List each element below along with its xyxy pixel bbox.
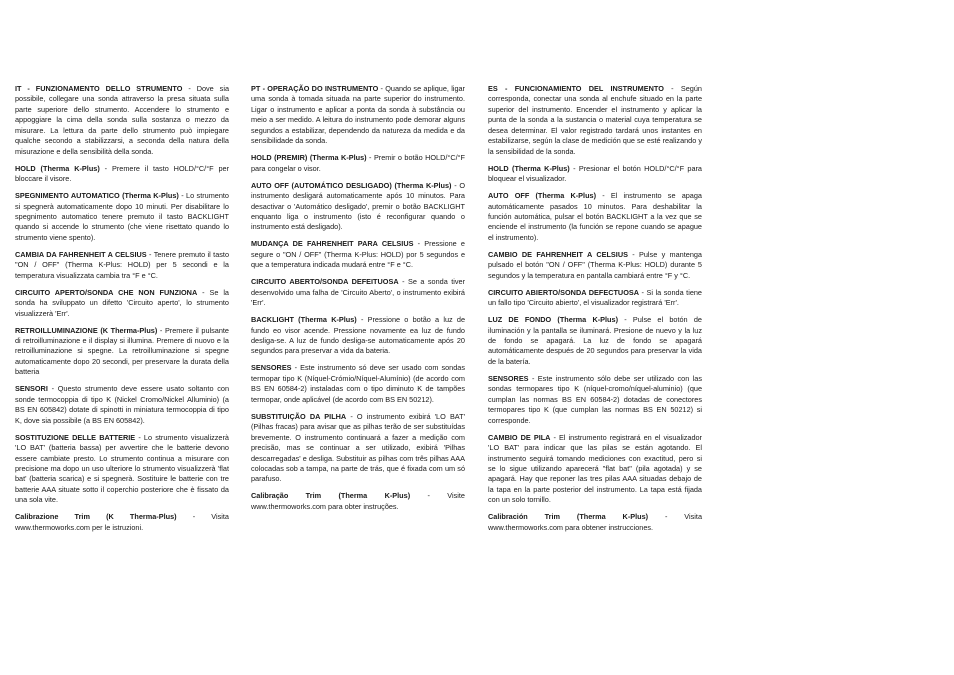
section-open-circuit <box>488 288 702 309</box>
section-text: - Este instrumento só deve ser usado com sondas termopar tipo K (Níquel-Crómio/Níquel-Alumínio) (de acordo com BS EN 60584-2) instaladas com o tipo diminuto K de tampões termopar, onde aplicável (de acordo com BS EN 50212). <box>251 363 465 404</box>
section-text: - Visita www.thermoworks.com para obtener instrucciones. <box>488 512 702 532</box>
section-text: - Premere il pulsante di retroilluminazione e il display si illumina. Premere di nuovo e la retroilluminazione si spegne. La retroilluminazione si spegne automaticamente dopo 20 secondi, per preservare la durata della batteria <box>15 325 229 377</box>
section-text: - Visita www.thermoworks.com per le istruzioni. <box>15 512 229 532</box>
section-title: CIRCUITO ABERTO/SONDA DEFEITUOSA <box>251 277 399 287</box>
section-title: SENSORES <box>251 363 292 373</box>
section-text: - Lo strumento si spegnerà automaticamente dopo 10 minuti. Per disabilitare lo spegnimento automatico tenere premuto il tasto BACKLIGHT quando si accende lo strumento (che viene risettato quando lo strumento viene spento). <box>15 191 229 242</box>
section-sensors <box>488 374 702 426</box>
section-title: ES - FUNCIONAMIENTO DEL INSTRUMENTO <box>488 84 664 93</box>
section-fahrenheit-celsius <box>251 239 465 270</box>
section-fahrenheit-celsius <box>488 250 702 281</box>
section-title: IT - FUNZIONAMENTO DELLO STRUMENTO <box>15 84 183 93</box>
section-text: - Si la sonda tiene un fallo tipo 'Circuito abierto', el visualizador registrará 'Err'. <box>488 287 702 308</box>
section-text: - Visite www.thermoworks.com para obter instruções. <box>251 491 465 511</box>
section-title: HOLD (Therma K-Plus) <box>15 163 100 173</box>
section-text: - Quando se aplique, ligar uma sonda à tomada situada na parte superior do instrumento. Ligar o instrumento e aplicar a ponta da sonda à substância ou meio a ser medido. A leitura do instrumento pode demorar alguns segundos a estabilizar, dependendo da natureza da medida e da sensibilidade da sonda. <box>251 84 465 146</box>
section-title: CAMBIO DE FAHRENHEIT A CELSIUS <box>488 249 628 259</box>
section-title: CAMBIO DE PILA <box>488 432 551 442</box>
section-text: - El instrumento registrará en el visualizador 'LO BAT' para indicar que las pilas se están agotando. El instrumento seguirá tomando mediciones con exactitud, pero si se lo sigue utilizando aparecerá "flat bat" (pila agotada) y se apagará. Hay que reponer las tres pilas AAA situadas debajo de la tapa en la parte posterior del instrumento. La tapa está fijada con un solo tornillo. <box>488 432 702 505</box>
section-operation <box>251 84 465 147</box>
section-title: BACKLIGHT (Therma K-Plus) <box>251 315 357 325</box>
section-sensors <box>15 384 229 426</box>
section-title: Calibração Trim (Therma K-Plus) <box>251 491 411 501</box>
section-hold <box>488 164 702 185</box>
section-title: Calibrazione Trim (K Therma-Plus) <box>15 512 177 522</box>
section-text: - Premir o botão HOLD/°C/°F para congelar o visor. <box>251 153 465 173</box>
section-title: CIRCUITO APERTO/SONDA CHE NON FUNZIONA <box>15 287 198 297</box>
section-backlight <box>251 315 465 357</box>
section-auto-off <box>15 191 229 243</box>
section-text: - El instrumento se apaga automáticamente pasados 10 minutos. Para deshabilitar la función automática, pulsar el botón BACKLIGHT a la vez que se enciende el instrumento (la función se repone cuando se apague el instrumento). <box>488 191 702 242</box>
section-title: HOLD (Therma K-Plus) <box>488 163 570 173</box>
section-text: - Presionar el botón HOLD/°C/°F para bloquear el visualizador. <box>488 163 702 184</box>
section-sensors <box>251 363 465 405</box>
section-text: - Dove sia possibile, collegare una sonda attraverso la presa situata sulla parte superiore dello strumento. Accendere lo strumento e appoggiare la cima della sonda sulla sostanza o mezzo da misurare. La lettura da parte dello strumento può impiegare qualche secondo a stabilizzarsi, a seconda della natura della misurazione e della sensibilità della sonda. <box>15 84 229 156</box>
section-text: - O instrumento exibirá 'LO BAT' (Pilhas fracas) para avisar que as pilhas terão de ser substituídas brevemente. O instrumento continuará a fazer a medição com precisão, mas se continuar a ser utilizado, exibirá 'Pilhas descarregadas' e desliga. Substituir as pilhas com três pilhas AAA colocadas sob a tampa, na parte de trás, que é fixada com um só parafuso. <box>251 411 465 484</box>
section-title: CAMBIA DA FAHRENHEIT A CELSIUS <box>15 249 147 259</box>
column-spanish <box>488 84 702 540</box>
section-backlight <box>488 315 702 367</box>
section-text: - Tenere premuto il tasto "ON / OFF" (Therma K-Plus: HOLD) per 5 secondi e la temperatura visualizzata cambia tra °F e °C. <box>15 249 230 280</box>
section-calibration <box>251 491 465 512</box>
section-calibration <box>488 512 702 533</box>
section-battery <box>251 412 465 485</box>
section-text: - Este instrumento sólo debe ser utilizado con las sondas termopares tipo K (níquel-cromo/níquel-aluminio) (que cumplan las normas BS EN 60584-2) dotadas de conectores termopares tipo K (que cumplan las normas BS EN 50212) si corresponde. <box>488 373 702 425</box>
section-hold <box>251 153 465 174</box>
section-title: SENSORES <box>488 373 529 383</box>
section-title: HOLD (PREMIR) (Therma K-Plus) <box>251 153 367 163</box>
section-title: LUZ DE FONDO (Therma K-Plus) <box>488 315 618 325</box>
section-auto-off <box>488 191 702 243</box>
section-title: AUTO OFF (Therma K-Plus) <box>488 191 597 201</box>
column-italian <box>15 84 229 540</box>
section-text: - Premere il tasto HOLD/°C/°F per bloccare il visore. <box>15 163 229 184</box>
section-title: SPEGNIMENTO AUTOMATICO (Therma K-Plus) <box>15 191 179 201</box>
section-text: - Pressione o botão a luz de fundo eo visor acende. Pressione novamente ea luz de fundo desliga-se. A luz de fundo desliga-se automaticamente após 20 segundos para preservar a vida da bateria. <box>251 315 466 356</box>
section-auto-off <box>251 181 465 233</box>
section-text: - Se a sonda tiver desenvolvido uma falha de 'Circuito Aberto', o instrumento exibirá 'Err'. <box>251 277 466 308</box>
section-text: - O instrumento desligará automaticamente após 10 minutos. Para desactivar o 'Automático desligado', premir o botão BACKLIGHT enquanto liga o instrumento (isto é reconfigurar quando o instrumento está desligado). <box>251 180 465 232</box>
column-portuguese <box>251 84 465 519</box>
section-title: SENSORI <box>15 384 48 394</box>
section-operation <box>15 84 229 157</box>
section-text: - Según corresponda, conectar una sonda al enchufe situado en la parte superior del instrumento. Encender el instrumento y aplicar la punta de la sonda a la sustancia o material cuya temperatura se desea determinar. El valor registrado tardará unos instantes en estabilizarse, según la clase de medición que se esté realizando y la sensibilidad de la sonda. <box>488 84 702 156</box>
section-open-circuit <box>251 277 465 308</box>
section-title: PT - OPERAÇÃO DO INSTRUMENTO <box>251 84 379 93</box>
section-hold <box>15 164 229 185</box>
section-title: SUBSTITUIÇÃO DA PILHA <box>251 411 347 421</box>
section-calibration <box>15 512 229 533</box>
section-open-circuit <box>15 288 229 319</box>
section-text: - Pressione e segure o "ON / OFF" (Therma K-Plus: HOLD) por 5 segundos e que a temperatura indicada mudará entre °F e °C. <box>251 239 465 270</box>
section-title: Calibración Trim (Therma K-Plus) <box>488 512 649 522</box>
section-text: - Pulse el botón de iluminación y la pantalla se iluminará. Presione de nuevo y la luz de fondo se apagará. La luz de fondo se apagará automáticamente después de 20 segundos para preservar la vida de la batería. <box>488 315 702 366</box>
section-title: SOSTITUZIONE DELLE BATTERIE <box>15 432 136 442</box>
section-title: CIRCUITO ABIERTO/SONDA DEFECTUOSA <box>488 287 640 297</box>
section-text: - Pulse y mantenga pulsado el botón "ON / OFF" (Therma K-Plus: HOLD) durante 5 segundos y la temperatura en pantalla cambiará entre °F y °C. <box>488 249 702 280</box>
section-title: RETROILLUMINAZIONE (K Therma-Plus) <box>15 325 158 335</box>
section-title: AUTO OFF (AUTOMÁTICO DESLIGADO) (Therma K-Plus) <box>251 180 452 190</box>
section-title: MUDANÇA DE FAHRENHEIT PARA CELSIUS <box>251 239 414 249</box>
section-text: - Lo strumento visualizzerà 'LO BAT' (batteria bassa) per avvertire che le batterie devono essere cambiate presto. Lo strumento continua a misurare con precisione ma dopo un uso ulteriore lo strumento visualizzerà 'flat bat' (batteria scarica) e si spegnerà. Sostituire le batterie con tre batterie AAA situate sotto il coperchio posteriore che è fissato da una sola vite. <box>15 432 229 505</box>
section-operation <box>488 84 702 157</box>
section-battery <box>15 433 229 506</box>
section-backlight <box>15 326 229 378</box>
section-text: - Questo strumento deve essere usato soltanto con sonde termocoppia di tipo K (Nickel Cromo/Nickel Alluminio) (a BS EN 605842) dotate di spinotti in miniatura termocoppia di tipo K, dove sia possibile (a BS EN 605842). <box>15 384 229 425</box>
section-battery <box>488 433 702 506</box>
section-fahrenheit-celsius <box>15 250 229 281</box>
section-text: - Se la sonda ha sviluppato un difetto 'Circuito aperto', lo strumento visualizzerà 'Err'. <box>15 287 229 318</box>
